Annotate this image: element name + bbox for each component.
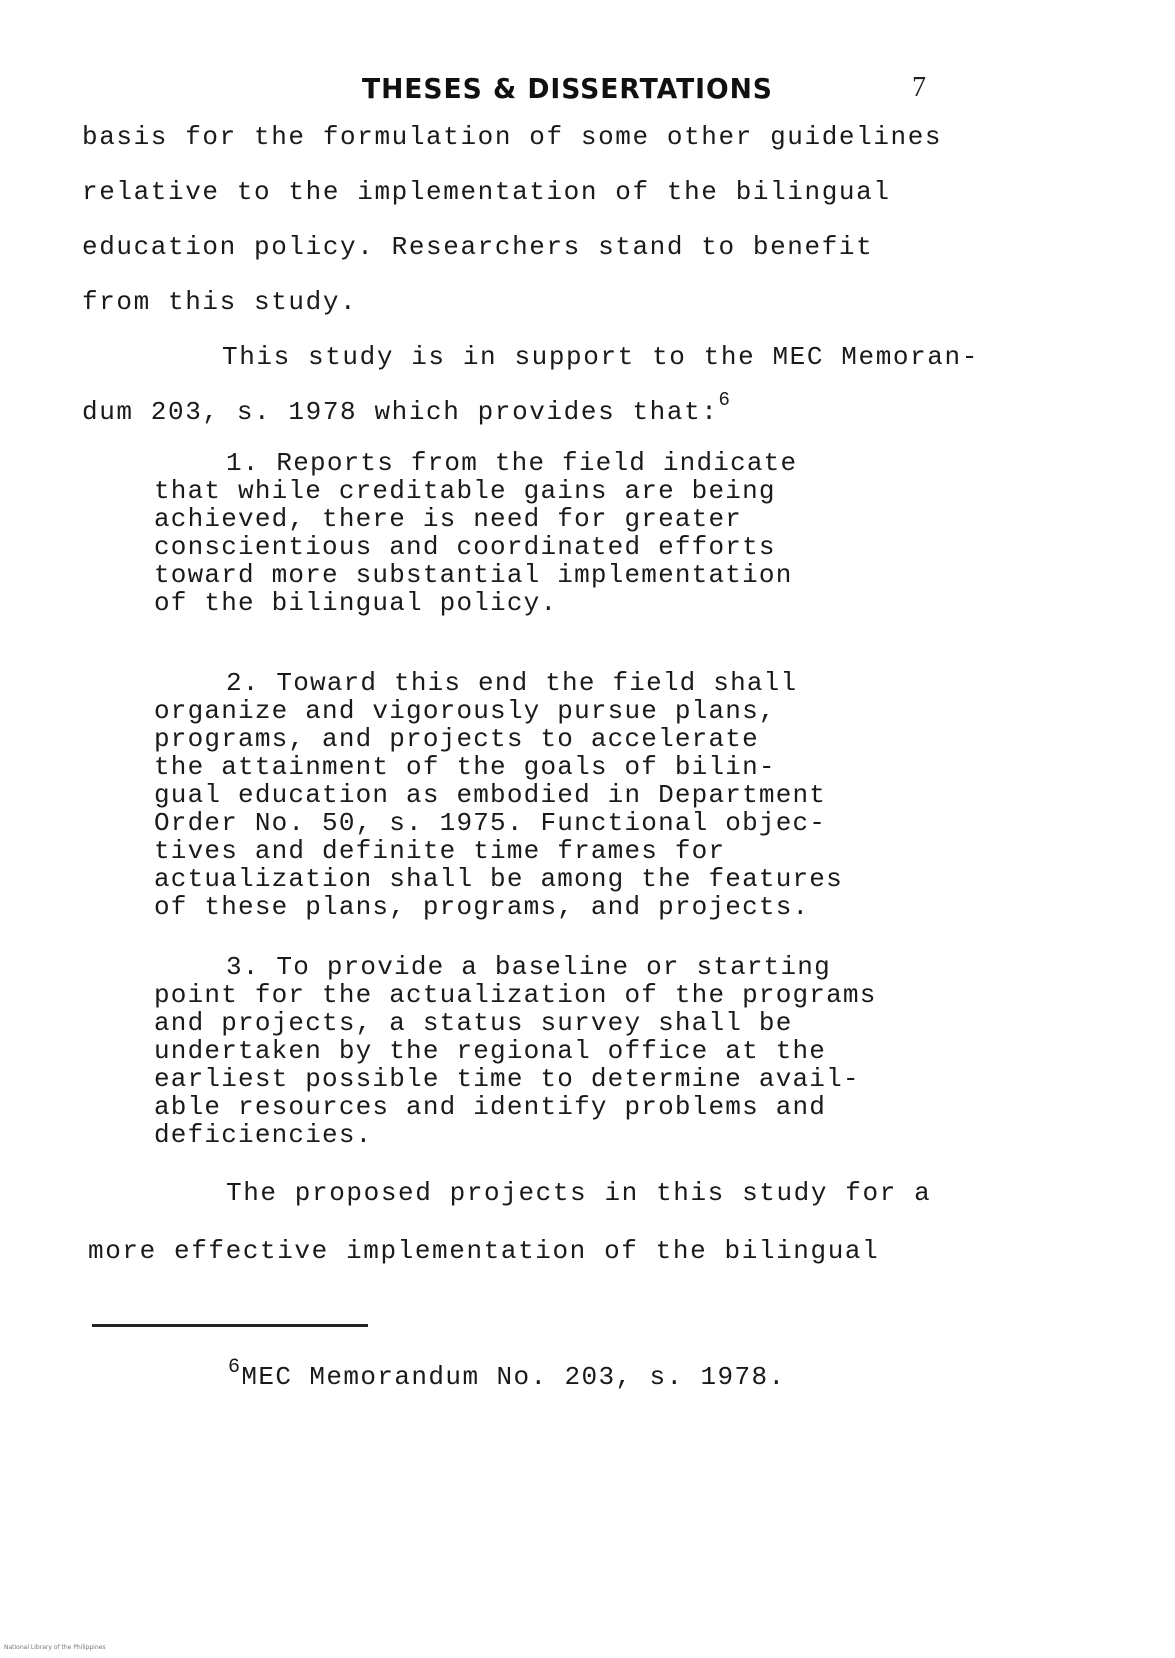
body-line: This study is in support to the MEC Memoran- [222,342,979,372]
quote-line: of the bilingual policy. [154,588,558,618]
quote-line: achieved, there is need for greater [154,504,743,534]
body-line: more effective implementation of the bilingual [88,1236,880,1266]
body-line: basis for the formulation of some other guidelines [82,122,943,152]
quote-line: gual education as embodied in Department [154,780,827,810]
quote-line: of these plans, programs, and projects. [154,892,810,922]
quote-line: organize and vigorously pursue plans, [154,696,776,726]
quote-line: able resources and identify problems and [154,1092,827,1122]
footnote-number: 6 [228,1356,242,1379]
theses-dissertations-stamp: THESES & DISSERTATIONS [362,72,773,105]
page-number: 7 [912,72,926,103]
body-line: relative to the implementation of the bilingual [82,177,891,207]
body-line: The proposed projects in this study for a [226,1178,932,1208]
quote-line: 3. To provide a baseline or starting [226,952,831,982]
quote-line: 2. Toward this end the field shall [226,668,798,698]
quote-line: 1. Reports from the field indicate [226,448,798,478]
body-line-text: dum 203, s. 1978 which provides that: [82,397,719,427]
quote-line: that while creditable gains are being [154,476,776,506]
footnote-reference: 6 [718,389,732,411]
footnote [228,1356,786,1392]
quote-line: undertaken by the regional office at the [154,1036,827,1066]
quote-line: the attainment of the goals of bilin- [154,752,776,782]
footnote-divider [92,1324,368,1327]
quote-line: deficiencies. [154,1120,373,1150]
quote-line: programs, and projects to accelerate [154,724,759,754]
quote-line: point for the actualization of the programs [154,980,877,1010]
scan-colophon: National Library of the Philippines [4,1644,106,1651]
body-line: from this study. [82,287,358,317]
quote-line: Order No. 50, s. 1975. Functional objec- [154,808,827,838]
quote-line: actualization shall be among the features [154,864,843,894]
footnote-text: MEC Memorandum No. 203, s. 1978. [241,1362,786,1392]
quote-line: earliest possible time to determine avail- [154,1064,860,1094]
quote-line: and projects, a status survey shall be [154,1008,793,1038]
quote-line: toward more substantial implementation [154,560,793,590]
quote-line: tives and definite time frames for [154,836,726,866]
quote-line: conscientious and coordinated efforts [154,532,776,562]
body-line: education policy. Researchers stand to benefit [82,232,874,262]
body-line-with-ref [82,389,732,427]
